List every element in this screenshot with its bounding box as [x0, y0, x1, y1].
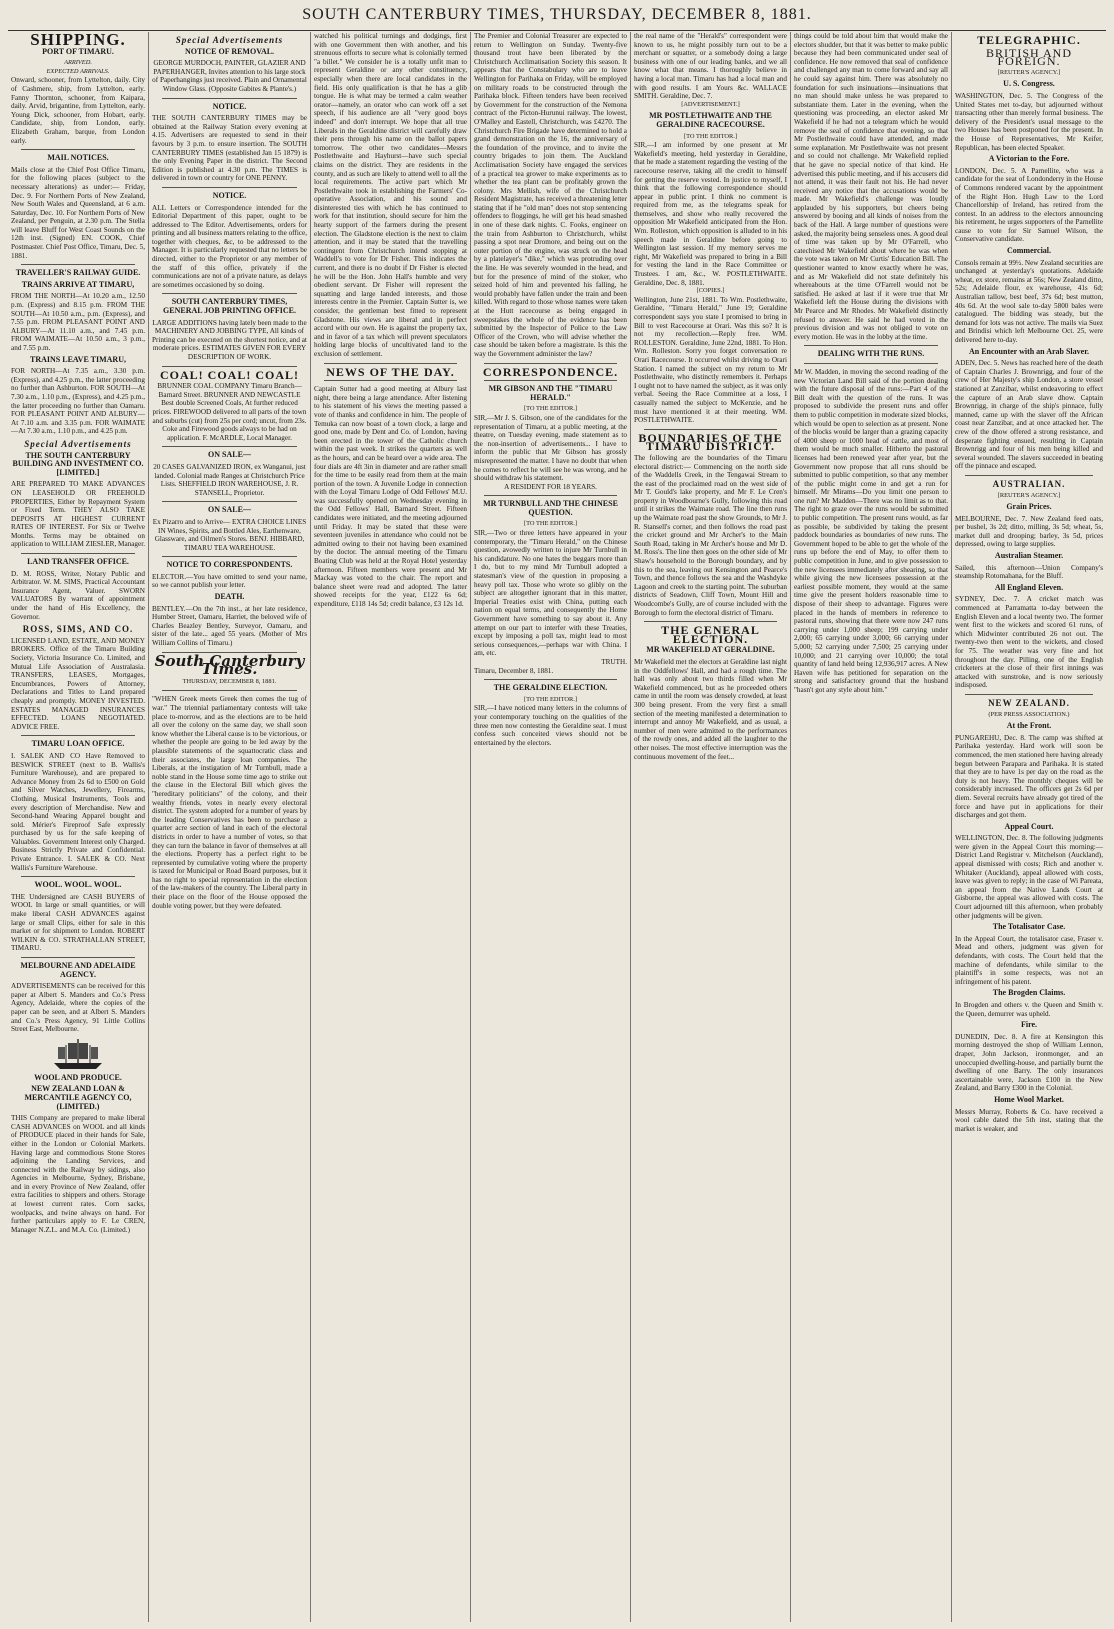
death-text: BENTLEY.—On the 7th inst., at her late residence, Humber Street, Oamaru, Harriet, the beloved wife of Charles Beazley Bentley, Surveyor, Oamaru, and sister of the late... aged 55 years. (Mother of Mrs William Collins of Timaru.) — [152, 604, 307, 648]
notice-heading: NOTICE. — [212, 101, 247, 111]
divider — [644, 429, 777, 430]
divider — [21, 957, 135, 958]
news-text: Captain Sutter had a good meeting at Albury last night, there being a large attendance. After listening to his statement of his views the meeting passed a vote of thanks and confidence in him. The people of Temuka can now boast of a town clock, a large and good one, made by Dent and Co. of London, having been erected in the tower of the Catholic church within the past week. It strikes the quarters as well as the hours, and can be heard over a wide area. The four dials are 4ft 3in in diameter and are rather small for the time to be easily read from them at the main portion of the town. A Juvenile Lodge in connection with the Loyal Timaru Lodge of Odd Fellows' M.U. was successfully opened on Wednesday evening in the Odd Fellows' Hall, Barnard Street. Fifteen candidates were initiated, and the meeting adjourned until Friday. It may be stated that these were seventeen juveniles in attendance who could not be admitted owing to their not having been examined by the doctor. The annual meeting of the Timaru Boating Club was held at the Royal Hotel yesterday afternoon. Fifteen members were present and Mr Mackay was voted to the chair. The report and balance sheet were read and adopted. The latter showed receipts for the year, £122 6s 6d; expenditure, £118 14s 5d; credit balance, £3 12s 1d. — [314, 385, 467, 608]
melbourne-agency-text: ADVERTISEMENTS can be received for this paper at Albert S. Manders and Co.'s Press Agency, Adelaide, where the copies of the paper can be seen, and at Albert S. Manders and Co.'s Press Agency, 91 Little Collins Street East, Melbourne. — [11, 982, 145, 1034]
slaver-text: ADEN, Dec. 5. News has reached here of the death of Captain Charles J. Brownrigg, and four of the crew of Her Majesty's ship London, a store vessel stationed at Zanzibar, whilst endeavoring to effect the capture of an Arab slave dhow. Captain Brownrigg, in charge of the ship's pinnace, fully manned, came up with the slaver off the African coast near Zanzibar, and at once attacked her. The crew of the dhow offered a strong resistance, and desperate fighting ensued, resulting in Captain Brownrigg and four of his men being killed and several wounded. The slavers succeeded in beating off the pinnace and escaped. — [955, 359, 1103, 471]
special-ads-heading: Special Advertisements — [24, 438, 132, 449]
building-society-text: ARE PREPARED TO MAKE ADVANCES ON LEASEHOLD OR FREEHOLD PROPERTIES, Either by Repayment System or Fixed Term. THEY ALSO TAKE DEPOSITS AT HIGHEST CURRENT RATES OF INTEREST. For Six or Twelve Months. Terms may be obtained on application to WILLIAM ZIESLER, Manager. — [11, 480, 145, 549]
ross-sims-heading: ROSS, SIMS, AND CO. — [22, 624, 134, 635]
us-congress-heading: U. S. Congress. — [1003, 79, 1055, 89]
divider — [965, 475, 1093, 476]
coal-heading: COAL! COAL! COAL! — [160, 367, 299, 382]
leave-text: FOR NORTH—At 7.35 a.m., 3.30 p.m. (Express), and 4.25 p.m., the latter proceeding no further than Ashburton. FOR SOUTH—At 7.30 a.m., 1.10 p.m., (Express), and 4.25 p.m., the latter proceeding no further than Oamaru. FOR PLEASANT POINT AND ALBURY—At 7.10 a.m. and 3.35 p.m. FOR WAIMATE—At 7.30 a.m., 1.10 p.m., and 4.25 p.m. — [11, 367, 145, 436]
divider — [162, 446, 297, 447]
letter1-to: [TO THE EDITOR.] — [523, 405, 578, 413]
divider — [162, 98, 297, 99]
wool-text: THE Undersigned are CASH BUYERS of WOOL In large or small quantities, or will make liberal CASH ADVANCES against large or small Clips, either for sale in this market or for shipment to London. ROBERT WILKIN & CO. STRATHALLAN STREET, TIMARU. — [11, 892, 145, 953]
masthead: SOUTH CANTERBURY TIMES, THURSDAY, DECEMBER 8, 1881. — [302, 6, 812, 23]
divider — [162, 293, 297, 294]
sale2-heading: ON SALE— — [208, 505, 251, 515]
letter3-heading: THE GERALDINE ELECTION. — [493, 683, 608, 693]
letter1-heading: MR GIBSON AND THE "TIMARU HERALD." — [488, 384, 613, 402]
land-transfer-text: D. M. ROSS, Writer, Notary Public and Arbitrator. W. M. SIMS, Practical Accountant Insurance Agent, Valuer. SWORN VALUATORS By warrant of appointment under the hand of His Excellency, the Governor. — [11, 569, 145, 621]
divider — [965, 694, 1093, 695]
divider — [162, 556, 297, 557]
divider — [324, 380, 457, 381]
letter1-signature: A RESIDENT FOR 18 YEARS. — [504, 482, 597, 491]
paper-title: South Canterbury Times. — [154, 651, 305, 679]
port-heading: PORT OF TIMARU. — [42, 46, 114, 56]
new-zealand-heading: NEW ZEALAND. — [988, 697, 1070, 708]
column-2 — [148, 32, 310, 1622]
sale-heading: ON SALE— — [208, 450, 251, 460]
arrivals-text: Onward, schooner, from Lyttelton, daily. City of Cashmere, ship, from Lyttelton, early. Fanny Thornton, schooner, from Kaipara, daily. Arvid, brigantine, from Lyttelton, early. Young Dick, schooner, from Hobart, early. Candidate, ship, from London, early. Elizabeth Graham, barque, from London early. — [11, 76, 145, 145]
letter3-text: SIR,—I have noticed many letters in the columns of your contemporary touching on the qualities of the three men now contesting the Geraldine seat. I must confess such conceited views should not be entertained by the electors. — [474, 704, 627, 747]
slaver-heading: An Encounter with an Arab Slaver. — [968, 346, 1090, 356]
column-4 — [470, 32, 630, 1622]
australian-heading: AUSTRALIAN. — [992, 478, 1066, 489]
shipping-heading: SHIPPING. — [30, 32, 126, 49]
appeal-heading: Appeal Court. — [1004, 821, 1054, 831]
letter2-place: Timaru, December 8, 1881. — [474, 666, 554, 675]
wakefield-text: Mr Wakefield met the electors at Geraldine last night in the Oddfellows' Hall, and had a rough time. The hall was only about two thirds filled when Mr Wakefield commenced, but as he proceeded others came in until the room was densely crowded, at least 300 being present. From the very first a small section of the meeting manifested a determination to interrupt and annoy Mr Wakefield, and as usual, a number of men were admitted to the performances of the rowdy ones, and added all the laughter to the other noises. The most effective interruption was the continuous movement of the feet... — [634, 657, 787, 761]
mail-heading: MAIL NOTICES. — [47, 153, 109, 163]
divider — [21, 876, 135, 877]
column-1 — [8, 32, 148, 1622]
fire-text: DUNEDIN, Dec. 8. A fire at Kensington this morning destroyed the shop of William Lennon, draper, John Jackson, ironmonger, and an unoccupied dwelling-house, and partially burnt the dwelling of one Barry. The only insurances ascertainable were, Jackson £100 in the New Zealand, and Barry £300 in the Colonial. — [955, 1032, 1103, 1093]
racecourse-text: SIR,—I am informed by one present at Mr Wakefield's meeting, held yesterday in Geraldine, that he made a statement regarding the vesting of the racecourse reserve, taking all the credit to himself for getting the reserve vested. In justice to myself, I think that the following correspondence should appear in public print. I think no comment is required from me, as the telegrams speak for themselves, and show who really recovered the opposition Mr Wakefield anticipated from the Hon. Wm. Rolleston, which opposition is alluded to in his speech made in Geraldine before going to Wellington last session. If my memory serves me right, Mr Wakefield was prepared to bring in a Bill for vesting the land in the Race Committee or Trustees. I am, &c., W. POSTLETHWAITE. Geraldine, Dec. 8, 1881. — [634, 141, 787, 287]
correspondence-heading: CORRESPONDENCE. — [482, 364, 619, 379]
divider — [162, 501, 297, 502]
loan-office-heading: TIMARU LOAN OFFICE. — [31, 739, 125, 749]
letter2-to: [TO THE EDITOR.] — [523, 520, 578, 528]
job-printing-heading: SOUTH CANTERBURY TIMES, GENERAL JOB PRINTING OFFICE. — [163, 297, 296, 316]
wakefield-heading: MR WAKEFIELD AT GERALDINE. — [646, 645, 775, 655]
wakefield-continued: things could be told about him that would make the electors shudder, but that it was better to make public because they had been communicated under seal of confidence. He now removed that seal of confidence and challenged any man to come forward and say all he could say against him. There was absolutely no foundation for such insinuations—insinuations that no man should make unless he was prepared to substantiate them. Later in the evening, when the questioning was proceeding, an elector asked Mr Wakefield if he had not a telegram which he would remove the seal of confidence that evening, so that Mr Postlethwaite could have attended, and made some explanation. Mr Postlethwaite was not present and so could not challenge. Mr Wakefield replied that he gave no special notice of that kind. He advertised this public meeting, and if his accusers did not attend, it was their fault not his. He had never received any notice that the accusations would be made. Mr Wakefield's challenge was loudly applauded by his supporters, but cheers being answered by booing and all kinds of noises from the back of the Hall. A large number of questions were asked, the majority being senseless ones. A good deal of time was taken up by Mr O'Farrell, who catechised Mr Wakefield about where he was when the vote was taken on Mr Curtis' Education Bill. The questioner wanted to know exactly where he was, and as Mr Wakefield did not state definitely his whereabouts at the time O'Farrell would not be satisfied. He asked at last if it were true that Mr Wakefield left the House during the divisions with Mr Pearce and Mr Rhodes. Mr Wakefield distinctly refused to answer. He said he had voted in the previous division and was not obliged to vote on every motion. He was in the lobby at the time. — [794, 32, 948, 341]
melbourne-agency-heading: MELBOURNE AND ADELAIDE AGENCY. — [20, 961, 136, 979]
divider — [484, 679, 617, 680]
letter2-heading: MR TURNBULL AND THE CHINESE QUESTION. — [483, 499, 618, 517]
british-foreign-heading: BRITISH AND FOREIGN. — [985, 45, 1072, 69]
correspondents-heading: NOTICE TO CORRESPONDENTS. — [166, 560, 293, 570]
grain-heading: Grain Prices. — [1006, 502, 1052, 512]
advertisement-label: [ADVERTISEMENT.] — [681, 100, 740, 108]
victorian-heading: A Victorian to the Fore. — [988, 154, 1070, 164]
building-society-heading: THE SOUTH CANTERBURY BUILDING AND INVESTMENT CO. [LIMITED.] — [12, 450, 144, 477]
divider — [484, 380, 617, 381]
front-text: PUNGAREHU, Dec. 8. The camp was shifted at Parihaka yesterday. Hard work will soon be commenced, the men stationed here having already begun between Parapara and Parihaka. It is stated that they are to have 1s per day on the road as the duty is not heavy. The monthly cheques will be considerably increased. The officers get 2s 6d per diem. Several recruits have already got tired of the force and have put in applications for their discharges and got them. — [955, 733, 1103, 820]
reuters-label: [REUTER'S AGENCY.] — [997, 68, 1061, 76]
notice2-text: ALL Letters or Correspondence intended for the Editorial Department of this paper, ought to be addressed to The Editor. Advertisements, orders for printing and all business matters relating to the office, together with cheques, &c, to be addressed to the Manager. It is particularly requested that no letters be directed, either to the Proprietor or any member of the staff of this office, privately if the communications are not of a private nature, as delays are sometimes occasioned by so doing. — [152, 203, 307, 289]
commercial-heading: Commercial. — [1006, 246, 1052, 256]
reuters-label: [REUTER'S AGENCY.] — [997, 491, 1061, 499]
editorial-text: "WHEN Greek meets Greek then comes the tug of war." The triennial parliamentary contests will take place to-morrow, and as the elections are to be held all over the colony on the same day, we shall soon know whether the Liberal cause is to be victorious, or whether the people are going to be led away by the plausible statements of the squattocratic class and their associates, the large loan companies. The Liberals, at the instigation of Mr Turnbull, made a noble stand in the House some time ago to strike out the clause in the Electoral Bill which gives the "hereditary politicians" of the colony, and their wealthy friends, votes in nearly every electoral district. The system adopted for a number of years by the leading Conservatives has been to purchase a quarter acre section of land in each of the electoral districts in order to have a number of votes, so that they can turn the balance in favor of themselves at all the elections. Property has a perfect right to be represented by cumulative voting where the property is taxed for Municipal or Road Board purposes, but it has no right to special representation in the election of the law-makers of the country. The Liberal party in their place on the floor of the House opposed the double voting power, but they were defeated. — [152, 695, 307, 910]
brogden-heading: The Brogden Claims. — [992, 988, 1066, 998]
arrive-heading: TRAINS ARRIVE AT TIMARU, — [21, 279, 135, 289]
steamer-text: Sailed, this afternoon—Union Company's steamship Rotomahana, for the Bluff. — [955, 563, 1103, 581]
correspondents-text: ELECTOR.—You have omitted to send your name, so we cannot publish your letter. — [152, 572, 307, 590]
commercial-text: Consols remain at 99½. New Zealand securities are unchanged at yesterday's quotations. Adelaide wheat, ex store, remains at 56s; New Zealand ditto, 52s; Adelaide flour, ex warehouse, 41s 6d; Australian tallow, best beef, 37s 6d; best mutton, 40s 6d. At the wool sale to-day 5800 bales were catalogued. The bidding was steady, but the demand for lots was not active. The mails via Suez and Brindisi which left Melbourne Oct. 25, were delivered here to-day. — [955, 258, 1103, 344]
copies-label: [COPIES.] — [696, 287, 725, 295]
letter2-signature: TRUTH. — [601, 657, 627, 666]
death-heading: DEATH. — [214, 592, 245, 602]
nz-loan-text: THIS Company are prepared to make liberal CASH ADVANCES on WOOL and all kinds of PRODUCE placed in their hands for Sale, either in the London or Colonial Markets. Having large and commodious Stone Stores adjoining the Landing Services, and connected with the Railway by sidings, also Agencies in Melbourne, Sydney, Brisbane, and in every Province of New Zealand, offer extra facilities to shippers and others. Storage at lowest current rates. Corn sacks, woolpacks, and twine always on hand. For further particulars apply to F. Le CREN, Manager N.Z.L. and M.A. Co. (Limited.) — [11, 1114, 145, 1234]
divider — [324, 363, 457, 364]
land-transfer-heading: LAND TRANSFER OFFICE. — [27, 557, 129, 567]
editorial-continued: watched his political turnings and dodgings, first with one Government then with another, and his strenuous efforts to secure what is colonially termed "a billet." We consider he is a totally unfit man to represent Geraldine or any other constituency, especially when there are local candidates in the field. His only qualification is that he has a glib tongue. He is what may be termed a calm weather orator—namely, an orator who can work off a set speech, if his audience are all "very good boys indeed" and don't interrupt. We hope that all true Liberals in the Geraldine district will carefully draw their pens through his name on the ballot papers tomorrow. The other two candidates—Messrs Postlethwaite and Hayhurst—have such special claims on the district. They are residents in the county, and as such are likely to attend well to all the local requirements. The active part which Mr Postlethwaite took in establishing the Farmers' Co-operative Association, and his sound and disinterested ties with which he has continued to work for that institution, should secure for him the hearty support of the farmers during the present election. The Gladstone election is the next to claim attention, and it may be stated that the travelling contingent from Christchurch intend stopping at Waddell's to vote for Dr Fisher. This indicates the current, and there is no doubt if Dr Fisher is elected he will be the Hon. John Hall's humble and very obedient servant. Dr Fisher will represent the squatting and large landed interests, and those interests centre in the Premier. Captain Sutter is, we consider, the gentleman best fitted to represent Gladstone. His views are liberal and in perfect accord with our own. He is against the property tax, and in favor of a tax which will prevent speculators holding large blocks of uncultivated land to the exclusion of settlement. — [314, 32, 467, 358]
divider — [484, 495, 617, 496]
boundaries-text: The following are the boundaries of the Timaru electoral district:— Commencing on the north side of the Waddells Creek, in the Tengawai Stream to the east of the proclaimed road on the west side of Mr T. Gould's lake property, and Mr F. Le Cren's property in Woodbourne's Gully, following this road until it strikes the Waimate road. The line then runs up the Waimate road past the show Grounds, to Mr J. R. Stansell's corner, and then follows the road past the cricket ground and Mr Archer's to the Main South Road, taking in Mr Archer's house and Mr D. M. Ross's. The line then goes on the other side of Mr Shaw's household to the Borough boundary, and by this to the sea, leaving out Kensington and Pearce's Town, and thence follows the sea and the Washdyke Lagoon and creek to the starting point. The suburban districts of Seadown, Cliff Town, Mount Hill and Woodcombe's Gully, are of course included with the Borough to form the electoral district of Timaru. — [634, 453, 787, 617]
sale2-text: Ex Pizarro and to Arrive— EXTRA CHOICE LINES IN Wines, Spirits, and Bottled Ales, Earthenware, Glassware, and Oilmen's Stores. BENJ. HIBBARD, TIMARU TEA WAREHOUSE. — [152, 517, 307, 552]
wool-heading: WOOL. WOOL. WOOL. — [34, 880, 122, 890]
us-congress-text: WASHINGTON, Dec. 5. The Congress of the United States met to-day, but adjourned without transacting other than merely formal business. The delivery of the President's usual message to the two Houses has been postponed for the present. In the House of Representatives, Mr Keifer, Republican, has been elected Speaker. — [955, 91, 1103, 152]
column-7 — [951, 32, 1106, 1622]
column-3 — [310, 32, 470, 1622]
column-6 — [790, 32, 951, 1622]
masthead-rule — [8, 30, 1106, 31]
coal-text: BRUNNER COAL COMPANY Timaru Branch—Barnard Street. BRUNNER AND NEWCASTLE Best double Screened Coals, At further reduced prices. FIREWOOD delivered to all parts of the town and suburbs (cut) from 25s per cord; uncut, from 23s. Coke and Firewood goods always to be had on application. F. McARDLE, Local Manager. — [152, 382, 307, 442]
column-5 — [630, 32, 790, 1622]
ross-sims-text: LICENSED LAND, ESTATE, AND MONEY BROKERS. Office of the Timaru Building Society, Victoria Insurance Co. Limited, and Mutual Life Association of Australasia. TRANSFERS, LEASES, Mortgages, Encumbrances, Powers of Attorney, Declarations and Titles to Land prepared cheaply and promptly. MONEY INVESTED. ESTATES MANAGED INSURANCES EFFECTED. LOANS NEGOTIATED. ADVICE FREE. — [11, 636, 145, 731]
news-continued: The Premier and Colonial Treasurer are expected to return to Wellington on Sunday. Twenty-five thousand trout have been liberated by the Christchurch Acclimatisation Society this season. It appears that the Constabulary who are to leave Wellington for Parihaka on Friday, will be employed on military roads to be constructed through the Parihaka block. Fifteen tenders have been received by Government for the construction of the Nemona contract of the Picton-Hurunui railway. The lowest, O'Malley and Eastell, Christchurch, was £4270. The Christchurch Fire Brigade have determined to hold a grand demonstration on the 16, the anniversary of the foundation of the province, and to invite the country brigades to join them. The Auckland Acclimatisation Society have engaged the services of a practical tea grower to make experiments as to whether the tea plant can be profitably grown the colony. Mrs Mellish, wife of the Christchurch Resident Magistrate, has received a threatening letter stating that if he "old man" does not stop sentencing offenders to floggings, he will get his head smashed in one of these dark nights. C. Fooks, engineer on the train from Ashburton to Christchurch, whilst passing a spot near Dromore, and being out on the outer portion of the engine, was struck on the head by a platelayer's "dike," which was protruding over the line. He was severely wounded in the head, and but for the presence of mind of the stoker, who seized hold of him and prevented his falling, he would probably have fallen under the train and been killed. With regard to those whose names were taken at the Hutt racecourse as being engaged in sweepstakes the whole of the evidence has been submitted by the Inspector of Police to the Law Officer of the Crown, who will advise whether the case should be taken before a magistrate. Is this the way the Government administer the law? — [474, 32, 627, 358]
sale-text: 20 CASES GALVANIZED IRON, ex Wanganui, just landed. Colonial made Ranges at Christchurch Price Lists. SHEFFIELD IRON WAREHOUSE, J. R. STANSELL, Proprietor. — [153, 462, 306, 497]
totalisator-text: In the Appeal Court, the totalisator case, Fraser v. Mead and others, judgment was given for defendants, with costs. The Court held that the machine of defendants, while similar to the plaintiff's in some respects, was not an infringement of his patent. — [955, 934, 1103, 986]
removal-text: GEORGE MURDOCH, PAINTER, GLAZIER AND PAPERHANGER, Invites attention to his large stock of Paperhangings just received. Plain and Ornamental Window Glass. (Opposite Gabites & Plante's.) — [152, 59, 307, 93]
job-printing-text: LARGE ADDITIONS having lately been made to the MACHINERY AND JOBBING TYPE, All kinds of Printing can be executed on the shortest notice, and at moderate prices. ESTIMATES GIVEN FOR EVERY DESCRIPTION OF WORK. — [152, 318, 307, 361]
notice-text: THE SOUTH CANTERBURY TIMES may be obtained at the Railway Station every evening at 4.15. Advertisers are requested to send in their favours by 3 p.m. to ensure insertion. The SOUTH CANTERBURY TIMES (established Jan 15 1879) is the only Evening Paper in the district. The Second Edition is published at 4.30 p.m. The TIMES is delivered in town or country for ONE PENNY. — [152, 114, 307, 183]
divider — [804, 363, 938, 364]
wool-market-text: Messrs Murray, Roberts & Co. have received a wool cable dated the 5th inst, stating that the market is weaker, and — [955, 1107, 1103, 1133]
expected-label: EXPECTED ARRIVALS. — [46, 67, 110, 75]
divider — [162, 187, 297, 188]
divider — [21, 735, 135, 736]
general-election-heading: THE GENERAL ELECTION. — [661, 623, 760, 646]
racecourse-heading: MR POSTLETHWAITE AND THE GERALDINE RACECOURSE. — [649, 111, 772, 129]
arrived-label: ARRIVED. — [64, 59, 92, 67]
appeal-text: WELLINGTON, Dec. 8. The following judgments were given in the Appeal Court this morning:—District Land Registrar v. Mitchelson (Auckland), appeal dismissed with costs; Rich and another v. Whitaker (Auckland), appeal allowed with costs, leave was given to reply; in the case of Wi Pareata, an appeal from the Native Lands Court at Gisborne, the appeal was allowed with costs. The Court adjourned till this afternoon, when probably other judgments will be given. — [955, 834, 1103, 920]
totalisator-heading: The Totalisator Case. — [992, 922, 1066, 932]
divider — [484, 363, 617, 364]
wool-market-heading: Home Wool Market. — [994, 1094, 1064, 1104]
leave-heading: TRAINS LEAVE TIMARU, — [30, 354, 126, 364]
divider — [162, 366, 297, 367]
front-heading: At the Front. — [1006, 721, 1052, 731]
nz-loan-heading: NEW ZEALAND LOAN & MERCANTILE AGENCY CO, (LIMITED.) — [24, 1084, 132, 1111]
loan-office-text: I. SALEK AND CO Have Removed to BESWICK STREET (next to B. Wallis's Furniture Warehouse), and are prepared to Advance Money from 2s 6d to £500 on Gold and Silver Watches, Jewellery, Firearms, Clothing, Musical Instruments, Tools and every description of Merchandise. New and Second-hand Wearing Apparel bought and sold. Mérier's Fireproof Safe expressly purchased by us for the safe keeping of Valuables. Government Interest only Charged. Business Strictly Private and Confidential. Private Entrance. I. SALEK & CO. Next Wallis's Furniture Warehouse. — [11, 751, 145, 872]
racecourse-to: [TO THE EDITOR.] — [683, 132, 738, 140]
fire-heading: Fire. — [1020, 1020, 1038, 1030]
ship-icon — [11, 1037, 145, 1071]
divider — [21, 553, 135, 554]
steamer-heading: Australian Steamer. — [994, 551, 1064, 561]
railway-heading: TRAVELLER'S RAILWAY GUIDE. — [15, 268, 141, 278]
special-ads-heading: Special Advertisements — [175, 35, 284, 45]
divider — [162, 690, 297, 691]
removal-heading: NOTICE OF REMOVAL. — [184, 46, 275, 56]
telegrams-text: Wellington, June 21st, 1881. To Wm. Postlethwaite, Geraldine, "Timaru Herald," June 19; Geraldine correspondent says you state I promised to bring in Bill to vest Racecourse at Orari. Was this so? It is not my recollection.—Reply free. WM. ROLLESTON. Geraldine, June 22nd, 1881. To Hon. Wm. Rolleston. Sorry you forget conversation re Orari Racecourse. It occurred whilst driving to Orari Station. I named the subject on my return to Mr Postlethwaite, who distinctly remembers it. Perhaps I ought not to have named the subject, as it was only verbal. Seeing the Race Committee at a loss, I casually named the subject to McKenzie, and he must have mentioned it at their meeting. WM. POSTLETHWAITE. — [634, 295, 787, 425]
press-association-label: (PER PRESS ASSOCIATION.) — [988, 710, 1070, 718]
divider — [21, 264, 135, 265]
letter3-to: [TO THE EDITOR.] — [523, 695, 578, 703]
brogden-text: In Brogden and others v. the Queen and Smith v. the Queen, demurrer was upheld. — [955, 1000, 1103, 1018]
news-of-the-day-heading: NEWS OF THE DAY. — [326, 364, 455, 379]
eleven-heading: All England Eleven. — [994, 582, 1064, 592]
eleven-text: SYDNEY, Dec. 7. A cricket match was commenced at Parramatta to-day between the English Eleven and a local twenty two. The former went first to the wickets and scored 61 runs, of which Midwinter contributed 26 not out. The twenty-two then went to the wickets, and closed for 75. The weather was very fine and hot throughout the day. Pilling, one of the English cricketers at the close of their first innings was attacked with sunstroke, and is now seriously indisposed. — [955, 595, 1103, 690]
letter2-text: SIR,—Two or three letters have appeared in your contemporary, the "Timaru Herald," on the Chinese question, avowedly written to injure Mr Turnbull in his candidature. No one hates the beggars more than I do, but to my mind Mr Turnbull adopted a statesman's view of the question in proposing a heavy poll tax. Those who wrote so glibly on the subject are altogether ignorant that in this matter, Imperial Treaties exist with China, putting each nation on equal terms, and consequently the Home Government have something to say about it. Any attempt on our part to interfer with these Treaties, except by imposing a poll tax, might lead to most serious consequences,—perhaps war with China. I am, etc. — [474, 529, 627, 658]
divider — [804, 345, 938, 346]
grain-text: MELBOURNE, Dec. 7. New Zealand feed oats, per bushel, 3s 2d; ditto, milling, 3s 5d; wheat, 5s, market dull and drooping; barley, 3s 5d, prices depressed, owing to large supplies. — [955, 514, 1103, 549]
boundaries-heading: BOUNDARIES OF THE TIMARU DISTRICT. — [638, 430, 783, 454]
divider — [21, 149, 135, 150]
runs-text: Mr W. Madden, in moving the second reading of the new Victorian Land Bill said of the portion dealing with the future disposal of the runs:—Part 4 of the Bill dealt with the question of the runs. It was proposed to subdivide the present runs and offer them to public competition in moderate sized blocks, which would be open to selection as at present. None of the blocks would be larger than a grazing capacity of 4000 sheep or 1000 head of cattle, and most of them would be much smaller. Hitherto the pastoral licenses had been renewed year after year, but the Government now propose that all runs should be submitted to public competition, so that any member of the public might come in and get a run for himself. Mr Mirams—Do you limit one person to one run? Mr Madden—There was no limit as to that. The right to graze over the runs would be submitted to public competition. The present runs would, as far as possible, be subdivided by taking the present paddock boundaries as boundaries of new runs. The Government hoped to be able to get the whole of the runs up before the end of May, to offer them to public competition in June, and to give possession to the new licensees immediately after shearing, so that while giving the new licensees possession at the earliest possible moment, they would at the same time give the present holders reasonable time to dispose of their sheep to advantage. Figures were placed in the hands of members in reference to pastoral runs, showing that there were now 247 runs carrying under 1,000 sheep; 199 carrying under 2,000; 65 carrying under 3,000; 66 carrying under 5,000; 52 carrying under 7,500; 25 carrying under 10,000; and 21 carrying over 10,000; the total quantity of land held being 12,936,917 acres. A New Haven wife has petitioned for separation on the strong and satisfactory ground that the husband "hasn't got any style about him." — [794, 367, 948, 694]
runs-heading: DEALING WITH THE RUNS. — [817, 349, 925, 359]
letter3-continued: the real name of the "Herald's" correspondent were known to us, he might possibly turn out to be a merchant or squatter, or a somebody doing a large business with one of our leading banks, and we all know what that means. I thoroughly believe in having a local man. Timaru has had a local man and with good results. I am Yours &c. WALLACE SMITH. Geraldine, Dec. 7. — [634, 32, 787, 101]
produce-heading: WOOL AND PRODUCE. — [34, 1072, 122, 1082]
notice2-heading: NOTICE. — [212, 190, 247, 200]
dateline: THURSDAY, DECEMBER 8, 1881. — [182, 677, 277, 685]
arrive-text: FROM THE NORTH—At 10.20 a.m., 12.50 p.m. (Express) and 8.15 p.m. FROM THE SOUTH—At 10.50 a.m., p.m. (Express), and 7.55 p.m. FROM PLEASANT POINT AND ALBURY—At 11.10 a.m., and 7.45 p.m. FROM WAIMATE—At 10.50 a.m., 3 p.m., and 7.55 p.m. — [11, 292, 145, 352]
divider — [644, 621, 777, 622]
telegraphic-heading: TELEGRAPHIC. — [977, 33, 1081, 47]
letter1-text: SIR,—Mr J. S. Gibson, one of the candidates for the representation of Timaru, at a public meeting, at the theatre, on Tuesday evening, made statement as to the non-insertion of advertisements... I have to inform the public that Mr Gibson has grossly misrepresented the matter. I have no doubt that when he comes to reflect he will see he was wrong, and he should withdraw his statement. — [474, 413, 627, 483]
mail-text: Mails close at the Chief Post Office Timaru, for the following places (subject to the necessary alterations) as under:— Friday, Dec. 9. For Northern Ports of New Zealand, New South Wales and Queensland, at 6 a.m. Saturday, Dec. 10. For Northern Ports of New Zealand, per Penguin, at 2.30 p.m. The Stella will leave Bluff for West Coast Sounds on the 12th inst. (Signed) EN. COOK, Chief Postmaster. Chief Post Office, Timaru, Dec. 5, 1881. — [11, 165, 145, 260]
victorian-text: LONDON, Dec. 5. A Parnellite, who was a candidate for the seat of Londonderry in the House of Commons rendered vacant by the appointment of the Right Hon. Hugh Law to the Lord Chancellorship of Ireland, has retired from the contest. In an address to the electors announcing his retirement, he urges supporters of the Parnellite cause to vote for Sir Samuel Wilson, the Conservative candidate. — [955, 166, 1103, 244]
